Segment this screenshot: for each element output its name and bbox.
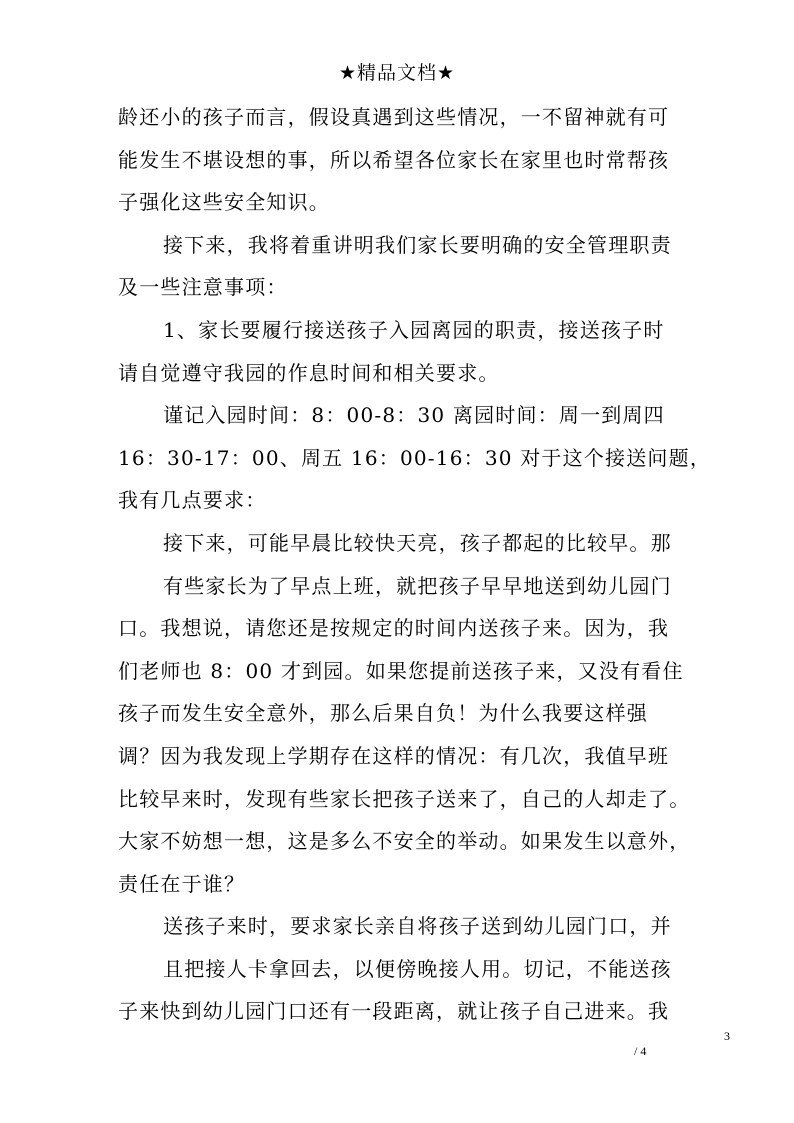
text-line: 接下来，可能早晨比较快天亮，孩子都起的比较早。那 [163, 530, 672, 555]
text-line: 送孩子来时，要求家长亲自将孩子送到幼儿园门口，并 [163, 914, 672, 939]
page-header-title: ★精品文档★ [338, 62, 456, 84]
text-line: 及一些注意事项： [118, 275, 288, 300]
text-line: 且把接人卡拿回去，以便傍晚接人用。切记，不能送孩 [163, 956, 672, 981]
text-line: 们老师也 8：00 才到园。如果您提前送孩子来，又没有看住 [118, 658, 684, 683]
text-line: 请自觉遵守我园的作息时间和相关要求。 [118, 360, 500, 385]
text-line: 有些家长为了早点上班，就把孩子早早地送到幼儿园门 [163, 573, 672, 598]
text-line: 责任在于谁？ [118, 871, 246, 896]
page-number: 3 [724, 1029, 730, 1043]
text-line: 谨记入园时间：8：00-8：30 离园时间：周一到周四 [163, 403, 665, 428]
page-total: / 4 [634, 1044, 647, 1058]
text-line: 龄还小的孩子而言，假设真遇到这些情况，一不留神就有可 [118, 105, 670, 129]
text-line: 调？因为我发现上学期存在这样的情况：有几次，我值早班 [118, 743, 670, 768]
text-line: 1、家长要履行接送孩子入园离园的职责，接送孩子时 [163, 317, 665, 342]
text-line: 子强化这些安全知识。 [118, 190, 330, 215]
text-line: 16：30-17：00、周五 16：00-16：30 对于这个接送问题， [118, 445, 712, 470]
text-line: 孩子而发生安全意外，那么后果自负！为什么我要这样强 [118, 701, 648, 726]
text-line: 大家不妨想一想，这是多么不安全的举动。如果发生以意外， [118, 829, 691, 854]
text-line: 比较早来时，发现有些家长把孩子送来了，自己的人却走了。 [118, 786, 691, 811]
text-line: 能发生不堪设想的事，所以希望各位家长在家里也时常帮孩 [118, 147, 670, 172]
document-body [118, 96, 712, 1033]
text-line: 我有几点要求： [118, 488, 267, 513]
text-line: 子来快到幼儿园门口还有一段距离，就让孩子自己进来。我 [118, 999, 670, 1024]
text-line: 口。我想说，请您还是按规定的时间内送孩子来。因为，我 [118, 616, 670, 641]
text-line: 接下来，我将着重讲明我们家长要明确的安全管理职责 [163, 232, 672, 257]
